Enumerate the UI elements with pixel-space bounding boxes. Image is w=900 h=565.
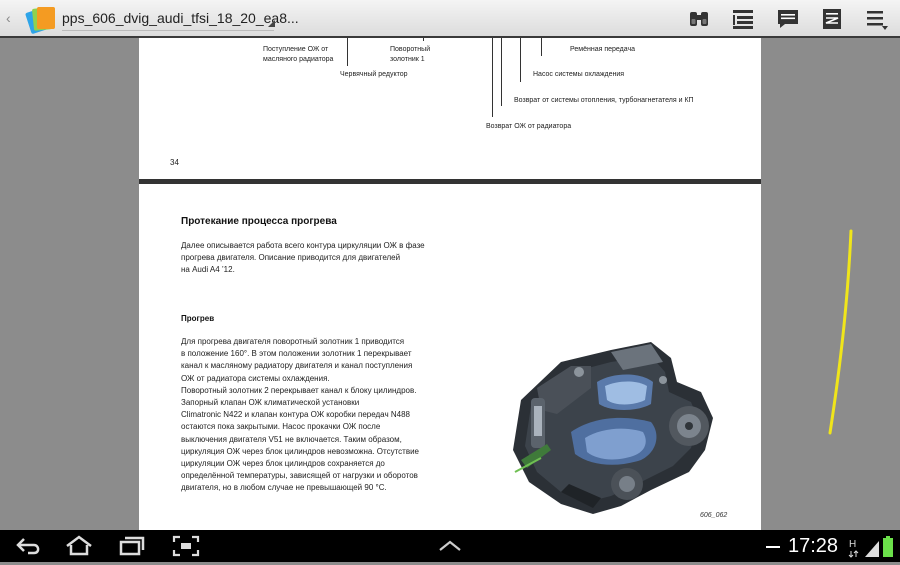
comment-icon[interactable] bbox=[776, 7, 800, 31]
signal-icon bbox=[864, 536, 880, 560]
system-nav-bar bbox=[0, 530, 900, 562]
leader-line bbox=[520, 38, 521, 82]
back-icon[interactable] bbox=[14, 534, 44, 558]
title-underline bbox=[62, 30, 274, 31]
figure-code: 606_062 bbox=[700, 512, 728, 519]
notification-dash-icon bbox=[766, 546, 780, 548]
body-paragraph: Для прогрева двигателя поворотный золотник 1 приводится в положение 160°. В этом положении золотник 1 перекрывает канал к масляному радиатору двигателя и канал поступления ОЖ от радиатора системы охлаждения. Поворотный золотник 2 перекрывает канал к блоку цилиндров. Запорный клапан ОЖ климатической установки Climatronic N422 и клапан контура ОЖ коробки передач N488 остаются пока закрытыми. Насос прокачки ОЖ после выключения двигателя V51 не включается. Таким образом, циркуляция ОЖ через блок цилиндров невозможна. Отсутствие циркуляции ОЖ через блок цилиндров сохраняется до определённой температуры, зависящей от нагрузки и оборотов двигателя, но в любом случае не превышающей 90 °C. bbox=[181, 337, 419, 493]
binoculars-icon[interactable] bbox=[687, 7, 711, 31]
leader-line bbox=[541, 38, 542, 56]
status-clock[interactable]: 17:28 bbox=[788, 535, 839, 557]
label-heating-return: Возврат от системы отопления, турбонагнетателя и КП bbox=[514, 97, 694, 104]
home-icon[interactable] bbox=[64, 534, 94, 558]
yellow-annotation-stroke[interactable] bbox=[820, 225, 860, 440]
label-oil-radiator-inlet: Поступление ОЖ от масляного радиатора bbox=[263, 46, 334, 63]
subsection-heading: Прогрев bbox=[181, 314, 215, 323]
label-rotary-valve-1: Поворотный золотник 1 bbox=[390, 46, 431, 63]
intro-paragraph: Далее описывается работа всего контура циркуляции ОЖ в фазе прогрева двигателя. Описание приводится для двигателей на Audi A4 ’12. bbox=[181, 241, 425, 275]
leader-line bbox=[501, 38, 502, 106]
outline-icon[interactable] bbox=[731, 7, 755, 31]
leader-line bbox=[423, 38, 424, 41]
document-title[interactable]: pps_606_dvig_audi_tfsi_18_20_ea8... bbox=[62, 10, 299, 26]
coolant-module-illustration bbox=[501, 322, 719, 520]
screenshot-icon[interactable] bbox=[171, 534, 201, 558]
up-chevron-icon[interactable] bbox=[437, 534, 463, 558]
page-number: 34 bbox=[170, 158, 179, 167]
annotations-icon[interactable] bbox=[820, 7, 844, 31]
top-bar bbox=[0, 0, 900, 38]
recent-apps-icon[interactable] bbox=[117, 534, 147, 558]
menu-icon[interactable] bbox=[865, 7, 889, 31]
label-radiator-return: Возврат ОЖ от радиатора bbox=[486, 123, 572, 130]
label-belt-drive: Ремённая передача bbox=[570, 46, 635, 53]
document-page-35 bbox=[139, 184, 761, 530]
svg-text:H: H bbox=[849, 539, 857, 550]
title-dropdown-icon[interactable] bbox=[268, 20, 275, 27]
back-chevron-icon[interactable]: ‹ bbox=[6, 10, 11, 26]
notification-h-icon bbox=[848, 536, 860, 560]
section-heading: Протекание процесса прогрева bbox=[181, 216, 337, 227]
leader-line bbox=[347, 38, 348, 66]
battery-icon bbox=[882, 535, 894, 559]
label-worm-gear: Червячный редуктор bbox=[340, 71, 408, 78]
label-coolant-pump: Насос системы охлаждения bbox=[533, 71, 625, 78]
leader-line bbox=[492, 38, 493, 117]
app-logo-icon[interactable] bbox=[24, 4, 58, 34]
document-page-34 bbox=[139, 38, 761, 179]
